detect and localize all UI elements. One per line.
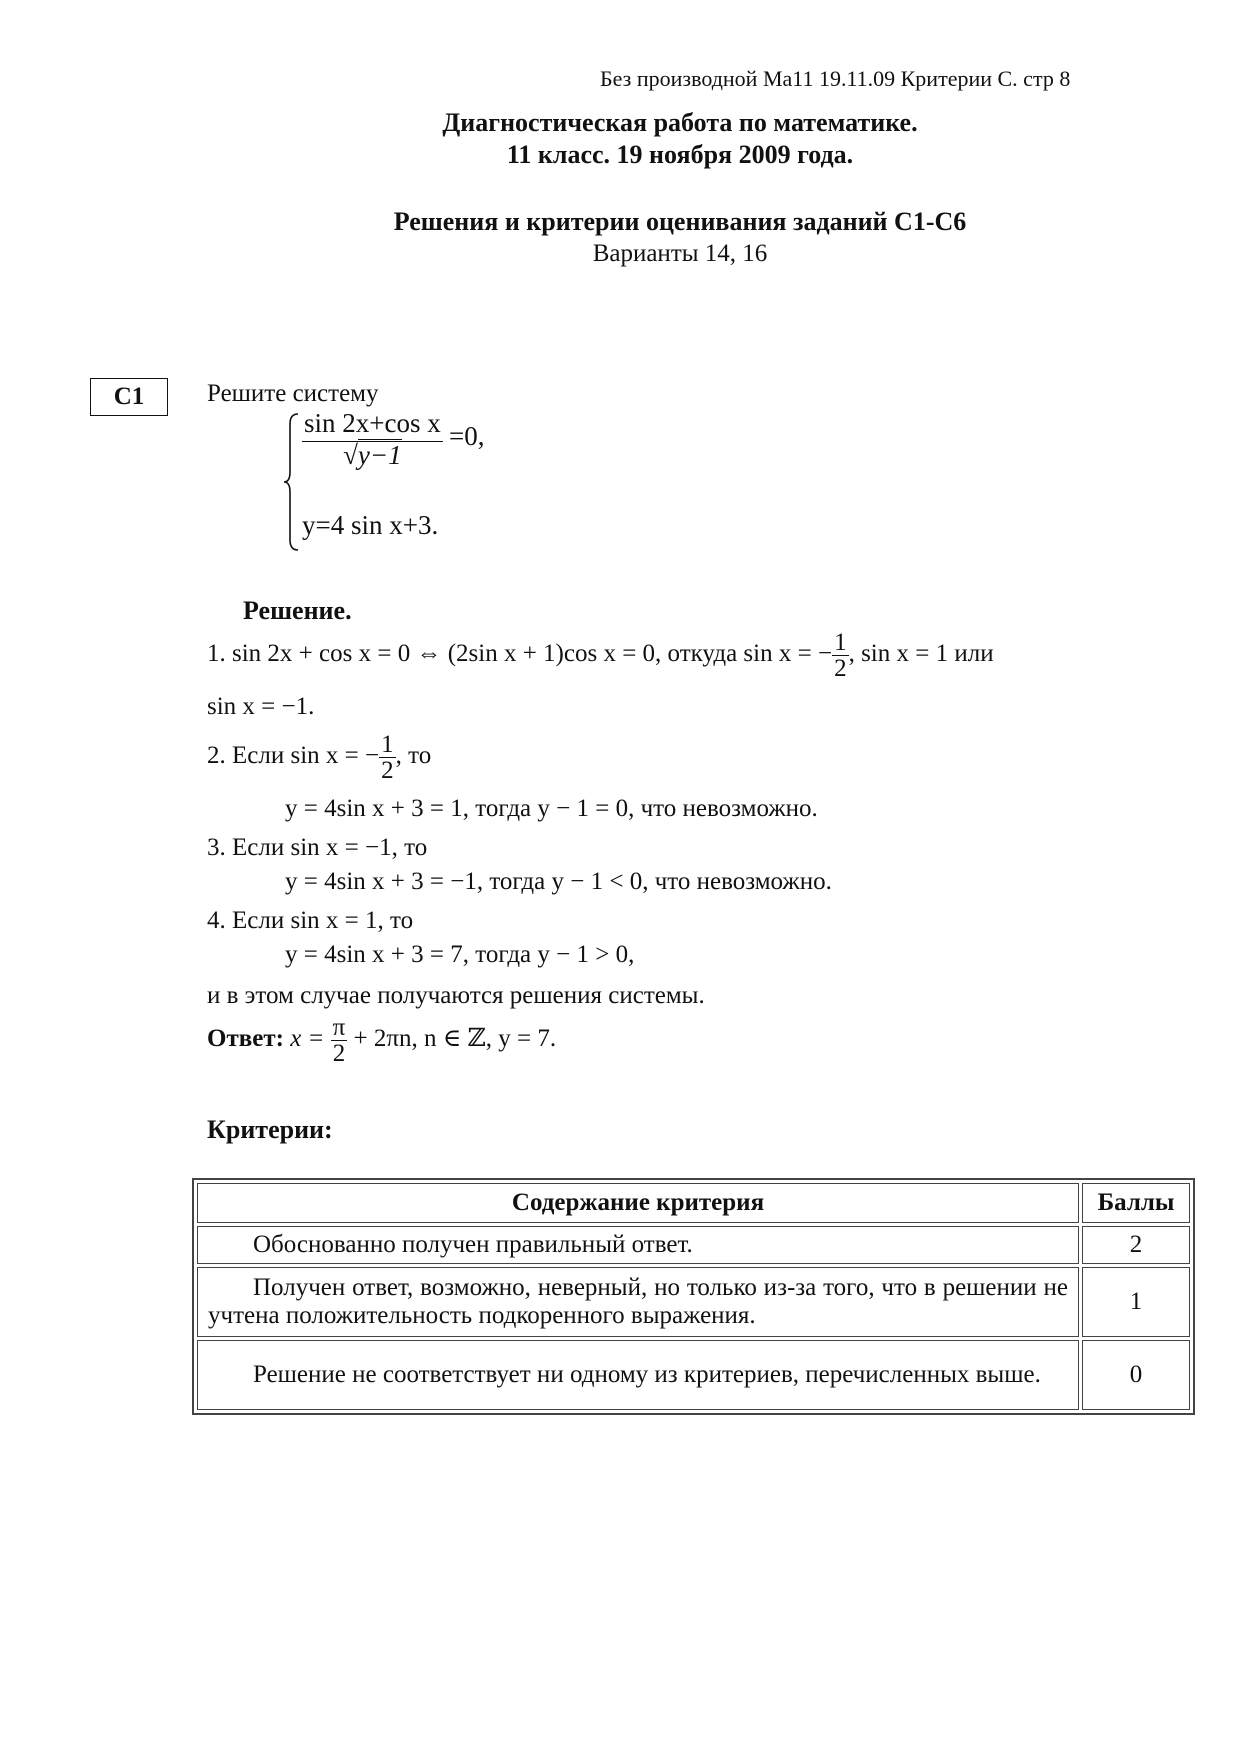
criterion-points: 1: [1082, 1267, 1190, 1337]
criterion-points: 0: [1082, 1340, 1190, 1410]
eq1-numerator: sin 2x+cos x: [304, 408, 441, 438]
step-2: 2. Если sin x = − $\frac{1}{2}$ , то: [207, 731, 432, 784]
step-4-line: y = 4sin x + 3 = 7, тогда y − 1 > 0,: [285, 941, 635, 968]
criterion-points: 2: [1082, 1226, 1190, 1264]
step-4-tail: и в этом случае получаются решения системы.: [207, 982, 705, 1009]
criterion-text: Получен ответ, возможно, неверный, но только из-за того, что в решении не учтена положительность подкоренного выражения.: [197, 1267, 1079, 1337]
title-line-2: 11 класс. 19 ноября 2009 года.: [506, 140, 854, 169]
step-1: 1. sin 2x + cos x = 0 ⇔ (2sin x + 1)cos x = 0, откуда sin x = − $\frac{1}{2}$ , sin x = 1 или: [207, 629, 994, 682]
running-head: Без производной Ма11 19.11.09 Критерии С. стр 8: [600, 66, 1071, 91]
table-row: [197, 1226, 1190, 1264]
criteria-table: [192, 1178, 1195, 1415]
header-points: Баллы: [1082, 1183, 1190, 1223]
eq2: y=4 sin x+3.: [302, 510, 439, 540]
table-row: [197, 1267, 1190, 1337]
answer: Ответ: x = $\frac{\pi}{2}$ + 2πn, n ∈ ℤ, y = 7.: [207, 1014, 557, 1067]
criterion-text: Решение не соответствует ни одному из критериев, перечисленных выше.: [197, 1340, 1079, 1410]
variants: Варианты 14, 16: [592, 240, 768, 267]
left-brace: [282, 410, 302, 555]
step-2-fraction: $\frac{1}{2}$: [381, 731, 394, 784]
task-label: С1: [90, 378, 168, 416]
answer-fraction: $\frac{\pi}{2}$: [332, 1014, 346, 1067]
criterion-text: Обоснованно получен правильный ответ.: [197, 1226, 1079, 1264]
solution-heading: Решение.: [243, 596, 352, 625]
step-3: 3. Если sin x = −1, то: [207, 834, 428, 861]
step-1-cont: sin x = −1.: [207, 693, 315, 720]
eq1-denominator: √y−1: [302, 441, 443, 469]
criteria-heading: Критерии:: [207, 1115, 333, 1144]
equation-system: [282, 410, 532, 555]
task-prompt: Решите систему: [207, 380, 379, 407]
eq1-fraction: [302, 410, 443, 469]
header-content: Содержание критерия: [197, 1183, 1079, 1223]
step-4: 4. Если sin x = 1, то: [207, 907, 414, 934]
subtitle: Решения и критерии оценивания заданий С1-С6: [393, 207, 967, 236]
step-1-fraction: $\frac{1}{2}$: [834, 629, 847, 682]
table-header-row: [197, 1183, 1190, 1223]
step-2-line: y = 4sin x + 3 = 1, тогда y − 1 = 0, что невозможно.: [285, 795, 818, 822]
step-3-line: y = 4sin x + 3 = −1, тогда y − 1 < 0, что невозможно.: [285, 868, 832, 895]
eq1-rhs: =0,: [448, 421, 485, 452]
table-row: [197, 1340, 1190, 1410]
title-line-1: Диагностическая работа по математике.: [442, 108, 918, 137]
answer-label: Ответ:: [207, 1025, 284, 1053]
